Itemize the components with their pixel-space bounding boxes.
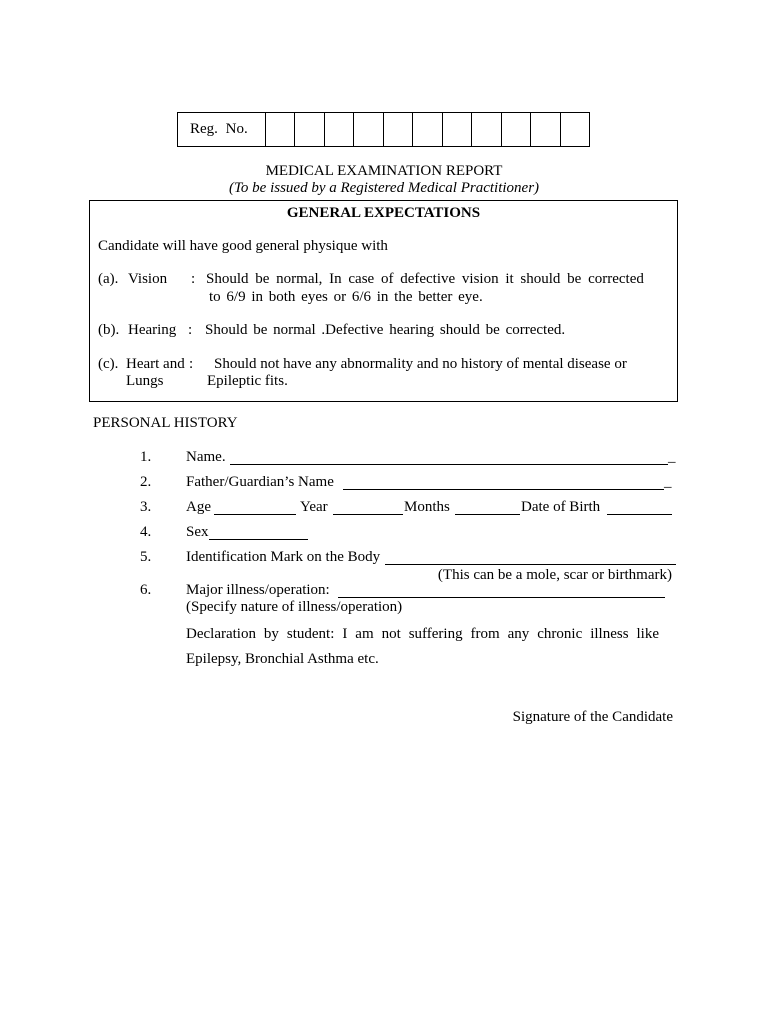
sex-blank-line bbox=[209, 539, 308, 540]
reg-no-box bbox=[177, 112, 590, 147]
item-number: 1. bbox=[140, 449, 152, 465]
item-number: 5. bbox=[140, 549, 152, 565]
reg-no-digit-cell bbox=[324, 113, 353, 146]
guardian-name-blank-line bbox=[343, 489, 664, 490]
item-number: 2. bbox=[140, 474, 152, 490]
reg-no-digit-cell bbox=[353, 113, 382, 146]
name-label: Name. bbox=[186, 449, 226, 465]
hearing-requirement: Should be normal .Defective hearing should be corrected. bbox=[205, 322, 566, 338]
heart-lungs-requirement-line-1: Should not have any abnormality and no history of mental disease or bbox=[214, 356, 627, 372]
major-illness-label: Major illness/operation: bbox=[186, 582, 330, 598]
hearing-name: Hearing bbox=[128, 322, 177, 338]
expectations-intro: Candidate will have good general physique with bbox=[98, 238, 388, 254]
date-of-birth-label: Date of Birth bbox=[521, 499, 601, 515]
heart-lungs-requirement-line-2: Epileptic fits. bbox=[207, 373, 288, 389]
item-number: 3. bbox=[140, 499, 152, 515]
declaration-line-1: Declaration by student: I am not suffering from any chronic illness like bbox=[186, 626, 659, 642]
guardian-line-end-mark: _ bbox=[664, 474, 672, 490]
hearing-marker: (b). bbox=[98, 322, 120, 338]
months-label: Months bbox=[404, 499, 450, 515]
reg-no-digit-cell bbox=[501, 113, 530, 146]
heart-lungs-name: Heart and bbox=[126, 356, 185, 372]
year-blank-line bbox=[333, 514, 403, 515]
name-blank-line bbox=[230, 464, 668, 465]
general-expectations-box bbox=[89, 200, 678, 402]
name-line-end-mark: _ bbox=[668, 449, 676, 465]
declaration-line-2: Epilepsy, Bronchial Asthma etc. bbox=[186, 651, 379, 667]
general-expectations-heading: GENERAL EXPECTATIONS bbox=[286, 205, 481, 221]
reg-no-digit-cell bbox=[560, 113, 589, 146]
date-of-birth-blank-line bbox=[607, 514, 672, 515]
guardian-name-label: Father/Guardian’s Name bbox=[186, 474, 334, 490]
major-illness-note: (Specify nature of illness/operation) bbox=[186, 599, 403, 615]
identification-mark-blank-line bbox=[385, 564, 676, 565]
age-label: Age bbox=[186, 499, 211, 515]
reg-no-digit-cell bbox=[294, 113, 323, 146]
reg-no-digit-cell bbox=[265, 113, 294, 146]
vision-marker: (a). bbox=[98, 271, 119, 287]
reg-no-digit-cell bbox=[471, 113, 500, 146]
vision-colon: : bbox=[191, 271, 196, 287]
heart-lungs-name-line-2: Lungs bbox=[126, 373, 164, 389]
item-number: 4. bbox=[140, 524, 152, 540]
vision-requirement-line-1: Should be normal, In case of defective vision it should be corrected bbox=[206, 271, 644, 287]
sex-label: Sex bbox=[186, 524, 209, 540]
reg-no-digit-cell bbox=[530, 113, 559, 146]
heart-lungs-colon: : bbox=[189, 356, 194, 372]
age-blank-line bbox=[214, 514, 296, 515]
reg-no-digit-cell bbox=[442, 113, 471, 146]
personal-history-heading: PERSONAL HISTORY bbox=[93, 415, 238, 431]
report-title: MEDICAL EXAMINATION REPORT bbox=[265, 163, 503, 179]
report-subtitle: (To be issued by a Registered Medical Practitioner) bbox=[228, 180, 540, 196]
vision-name: Vision bbox=[128, 271, 168, 287]
reg-no-digit-cell bbox=[383, 113, 412, 146]
vision-requirement-line-2: to 6/9 in both eyes or 6/6 in the better eye. bbox=[209, 289, 483, 305]
reg-no-digit-cell bbox=[412, 113, 441, 146]
year-label: Year bbox=[300, 499, 328, 515]
candidate-signature-label: Signature of the Candidate bbox=[512, 709, 673, 725]
hearing-colon: : bbox=[188, 322, 193, 338]
identification-mark-note: (This can be a mole, scar or birthmark) bbox=[437, 567, 672, 583]
months-blank-line bbox=[455, 514, 520, 515]
reg-no-label: Reg. No. bbox=[190, 121, 248, 137]
item-number: 6. bbox=[140, 582, 152, 598]
heart-lungs-marker: (c). bbox=[98, 356, 119, 372]
identification-mark-label: Identification Mark on the Body bbox=[186, 549, 381, 565]
